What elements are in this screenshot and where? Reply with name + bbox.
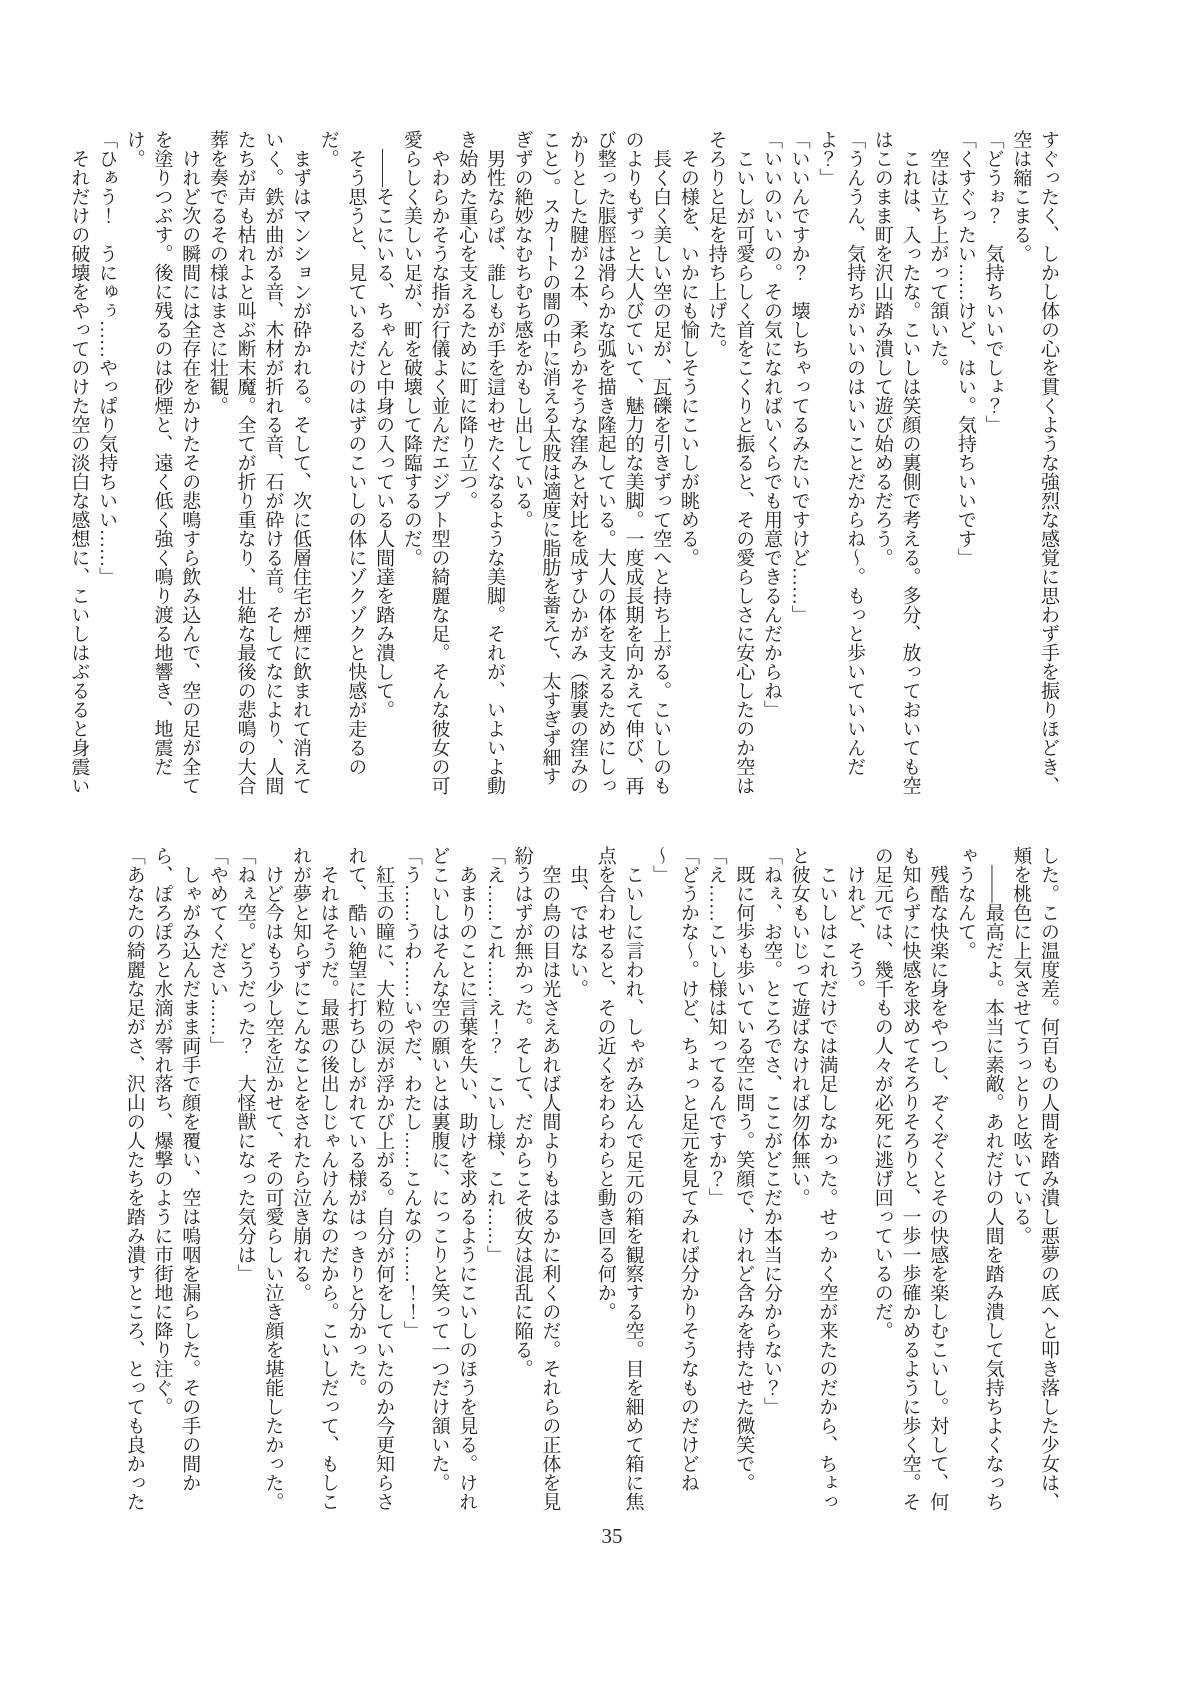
page-number: 35 xyxy=(601,1524,623,1548)
paragraph: やわらかそうな指が行儀よく並んだエジプト型の綺麗な足。そんな彼女の可愛らしく美しい足が、町を破壊して降臨するのだ。 xyxy=(400,130,450,795)
bottom-text-block xyxy=(120,846,1062,1512)
paragraph: こいしに言われ、しゃがみ込んで足元の箱を観察する空。目を細めて箱に焦点を合わせると、その近くをわらわらと動き回る何か。 xyxy=(594,846,644,1511)
paragraph: ――そこにいる、ちゃんと中身の入っている人間達を踏み潰して。 xyxy=(373,149,395,719)
paragraph: それはそうだ。最悪の後出しじゃんけんなのだから。こいしだって、もしこれが夢と知らずにこんなことをされたら泣き崩れる。 xyxy=(290,846,339,1511)
paragraph: こいしが可愛らしく首をこくりと振ると、その愛らしさに安心したのか空はそろりと足を持ち上げた。 xyxy=(705,130,755,795)
paragraph: その様を、いかにも愉しそうにこいしが眺める。 xyxy=(677,149,699,567)
paragraph: しゃがみ込んだまま両手で顔を覆い、空は嗚咽を漏らした。その手の間から、ぽろぽろと水滴が零れ落ち、爆撃のように市街地に降り注ぐ。 xyxy=(151,846,201,1492)
paragraph: 「あなたの綺麗な足がさ、沢山の人たちを踏み潰すところ、とっても良かった xyxy=(123,846,145,1511)
paragraph: 「いいのいいの。その気になればいくらでも用意できるんだからね」 xyxy=(760,130,782,719)
paragraph: 「くすぐったい……けど、はい。気持ちいいです」 xyxy=(954,130,976,567)
paragraph: 「う……うわ……いやだ、わたし……こんなの……！！」 xyxy=(400,846,422,1340)
paragraph: 残酷な快楽に身をやつし、ぞくぞくとその快感を楽しむこいし。対して、何も知らずに快感を求めてそろりそろりと、一歩一歩確かめるように歩く空。その足元では、幾千もの人々が必死に逃げ回っているのだ。 xyxy=(871,846,949,1511)
paragraph: した。この温度差。何百もの人間を踏み潰し悪夢の底へと叩き落した少女は、頬を桃色に上気させてうっとりと呟いている。 xyxy=(1010,846,1059,1511)
paragraph: こいしはこれだけでは満足しなかった。せっかく空が来たのだから、ちょっと彼女もいじって遊ばなければ勿体無い。 xyxy=(788,846,838,1511)
paragraph: まずはマンションが砕かれる。そして、次に低層住宅が煙に飲まれて消えていく。鉄が曲がる音、木材が折れる音、石が砕ける音。そしてなにより、人間たちが声も枯れよと叫ぶ断末魔。全てが折り重なり、壮絶な最後の悲鳴の大合葬を奏でるその様はまさに壮観。 xyxy=(206,130,312,795)
paragraph: 「どうぉ？ 気持ちいいでしょ？」 xyxy=(982,130,1004,434)
paragraph: 長く白く美しい空の足が、瓦礫を引きずって空へと持ち上がる。こいしのものよりもずっと大人びていて、魅力的な美脚。一度成長期を向かえて伸び、再び整った脹脛は滑らかな弧を描き隆起している。大人の体を支えるためにしっかりとした腱が２本、柔らかそうな窪みと対比を成すひかがみ（膝裏の窪みのこと）。スカートの闇の中に消える太股は適度に脂肪を蓄えて、太すぎず細すぎずの絶妙なむちむち感をかもし出している。 xyxy=(511,130,672,795)
paragraph: それだけの破壊をやってのけた空の淡白な感想に、こいしはぶるると身震い xyxy=(68,149,90,795)
paragraph: けど今はもう少し空を泣かせて、その可愛らしい泣き顔を堪能したかった。 xyxy=(262,865,284,1511)
paragraph: 男性ならば、誰しもが手を這わせたくなるような美脚。それが、いよいよ動き始めた重心を支えるために町に降り立つ。 xyxy=(456,130,505,795)
paragraph: 「え……これ……え！？ こいし様、これ……」 xyxy=(483,846,505,1264)
paragraph: 「うんうん、気持ちがいいのはいいことだからね～。もっと歩いていいんだよ？」 xyxy=(816,130,866,776)
paragraph: 既に何歩も歩いている空に問う。笑顔で、けれど含みを持たせた微笑で。 xyxy=(733,865,755,1492)
top-text-block xyxy=(65,130,1062,796)
paragraph: 空は立ち上がって頷いた。 xyxy=(927,149,949,377)
paragraph: けれど、そう。 xyxy=(844,865,866,998)
paragraph: 「ねぇ、お空。ところでさ、ここがどこだか本当に分からない？」 xyxy=(760,846,782,1416)
paragraph: 「ねぇ空。どうだった？ 大怪獣になった気分は」 xyxy=(234,846,256,1283)
paragraph: あまりのことに言葉を失い、助けを求めるようにこいしのほうを見る。けれどこいしはそんな空の願いとは裏腹に、にっこりと笑って一つだけ頷いた。 xyxy=(428,846,478,1511)
paragraph: そう思うと、見ているだけのはずのこいしの体にゾクゾクと快感が走るのだ。 xyxy=(317,130,367,776)
paragraph: 空の鳥の目は光さえあれば人間よりもはるかに利くのだ。それらの正体を見紛うはずが無かった。そして、だからこそ彼女は混乱に陥る。 xyxy=(511,846,561,1511)
paragraph: 「どうかな～。けど、ちょっと足元を見てみれば分かりそうなものだけどね～」 xyxy=(650,846,699,1492)
paragraph: 「やめてください……」 xyxy=(206,846,228,1055)
paragraph: 「いいんですか？ 壊しちゃってるみたいですけど……」 xyxy=(788,130,810,624)
paragraph: 虫、ではない。 xyxy=(567,865,589,998)
paragraph: すぐったく、しかし体の心を貫くような強烈な感覚に思わず手を振りほどき、空は縮こまる。 xyxy=(1010,130,1059,795)
paragraph: けれど次の瞬間には全存在をかけたその悲鳴すら飲み込んで、空の足が全てを塗りつぶす。後に残るのは砂煙と、遠く低く強く鳴り渡る地響き、地震だけ。 xyxy=(123,130,201,795)
paragraph: 「え……こいし様は知ってるんですか？」 xyxy=(705,846,727,1207)
paragraph: これは、入ったな。こいしは笑顔の裏側で考える。多分、放っておいても空はこのまま町を沢山踏み潰して遊び始めるだろう。 xyxy=(871,130,921,795)
paragraph: 「ひぁう！ うにゅぅ……やっぱり気持ちいい……」 xyxy=(96,130,118,586)
paragraph: ――最高だよ。本当に素敵。あれだけの人間を踏み潰して気持ちよくなっちゃうなんて。 xyxy=(954,846,1004,1511)
paragraph: 紅玉の瞳に、大粒の涙が浮かび上がる。自分が何をしていたのか今更知らされて、酷い絶望に打ちひしがれている様がはっきりと分かった。 xyxy=(345,846,395,1511)
